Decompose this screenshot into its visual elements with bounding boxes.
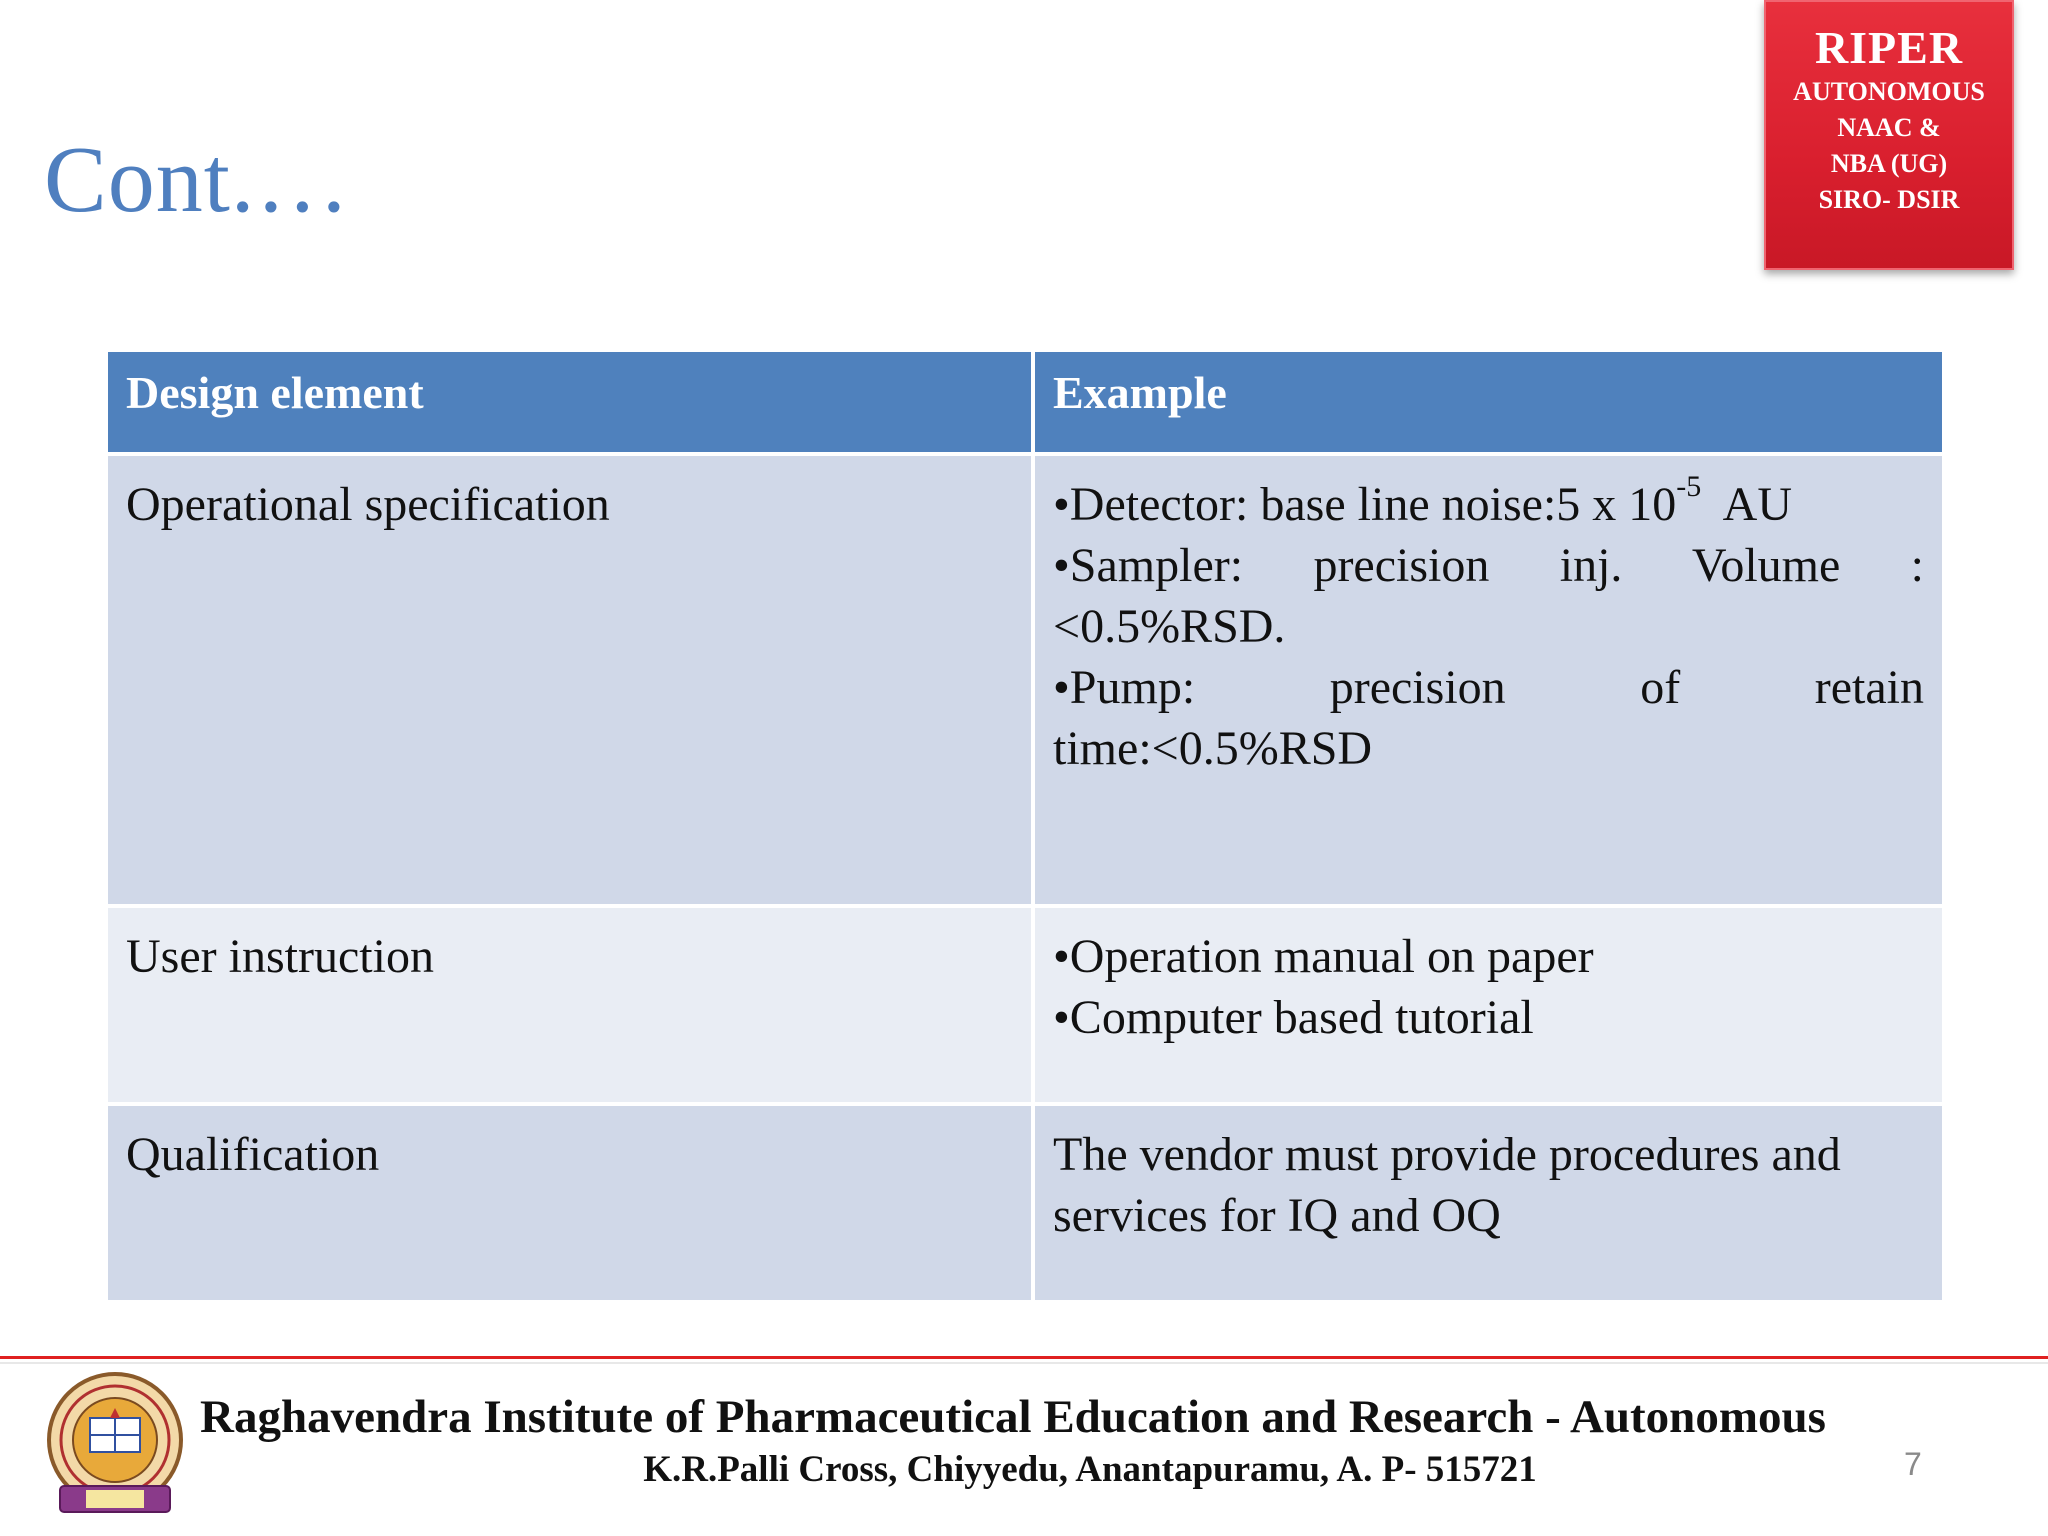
detector-unit: AU bbox=[1701, 478, 1792, 531]
cell-element: User instruction bbox=[106, 906, 1033, 1104]
design-element-table bbox=[104, 348, 1946, 1304]
institution-address: K.R.Palli Cross, Chiyyedu, Anantapuramu, A. P- 515721 bbox=[643, 1449, 1537, 1490]
cell-example bbox=[1033, 454, 1944, 906]
institution-name: Raghavendra Institute of Pharmaceutical Education and Research - Autonomous bbox=[200, 1391, 1826, 1443]
pump-line: •Pump: precision of retain bbox=[1053, 661, 1924, 714]
footer-rule-shadow bbox=[0, 1362, 2048, 1364]
badge-line: NAAC & bbox=[1837, 113, 1941, 142]
table-row bbox=[106, 454, 1944, 906]
detector-exponent: -5 bbox=[1676, 470, 1702, 503]
cell-example bbox=[1033, 906, 1944, 1104]
badge-line: NBA (UG) bbox=[1830, 149, 1948, 178]
list-item: •Computer based tutorial bbox=[1053, 991, 1534, 1044]
sampler-line: •Sampler: precision inj. Volume : bbox=[1053, 539, 1924, 592]
badge-main: RIPER bbox=[1814, 22, 1964, 73]
table-header-row bbox=[106, 350, 1944, 454]
footer-rule bbox=[0, 1356, 2048, 1359]
table-row bbox=[106, 1104, 1944, 1302]
institute-logo bbox=[40, 1368, 190, 1528]
cell-element: Qualification bbox=[106, 1104, 1033, 1302]
table-row bbox=[106, 906, 1944, 1104]
badge-line: SIRO- DSIR bbox=[1818, 185, 1960, 214]
pump-line-2: time:<0.5%RSD bbox=[1053, 722, 1373, 775]
header-design-element: Design element bbox=[106, 350, 1033, 454]
riper-badge bbox=[1764, 0, 2014, 270]
badge-line: AUTONOMOUS bbox=[1793, 77, 1985, 106]
cell-element: Operational specification bbox=[106, 454, 1033, 906]
page-number: 7 bbox=[1904, 1446, 1922, 1482]
detector-text: •Detector: base line noise:5 x 10 bbox=[1053, 478, 1677, 531]
list-item: •Operation manual on paper bbox=[1053, 930, 1594, 983]
detector-line bbox=[1053, 470, 1924, 535]
slide-title: Cont.… bbox=[44, 128, 351, 232]
header-example: Example bbox=[1033, 350, 1944, 454]
cell-example: The vendor must provide procedures and services for IQ and OQ bbox=[1033, 1104, 1944, 1302]
sampler-line-2: <0.5%RSD. bbox=[1053, 600, 1286, 653]
